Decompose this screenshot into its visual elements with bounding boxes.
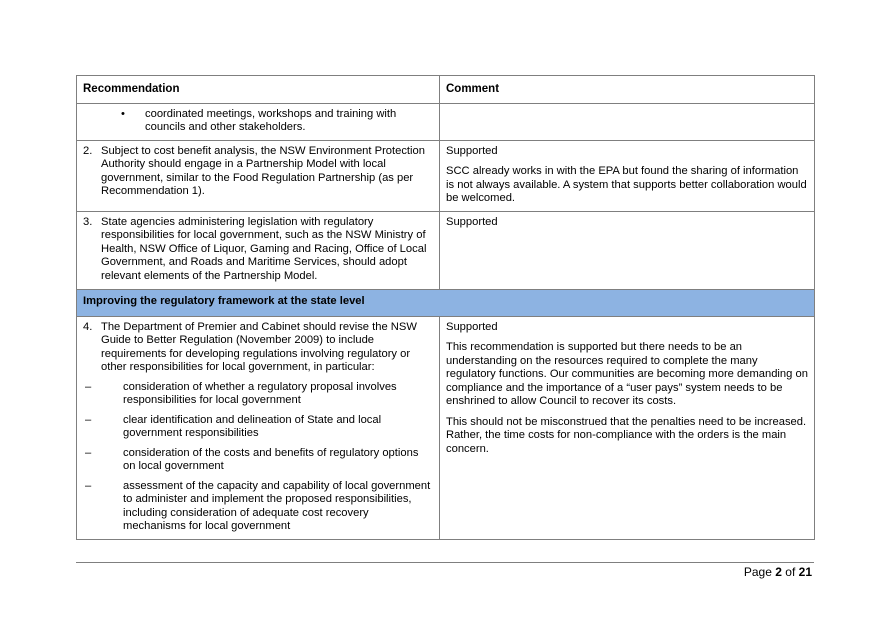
page-number [744,565,812,579]
of-label: of [785,565,796,579]
comment-text: SCC already works in with the EPA but found the sharing of information is not always available. A system that supports better collaboration would be welcomed. [446,165,807,204]
recommendation-cell [77,103,440,140]
bullet-marker: • [121,107,125,120]
comment-status: Supported [446,144,498,157]
list-item [83,447,433,474]
header-comment: Comment [440,76,815,104]
list-item-text: clear identification and delineation of State and local government responsibilities [123,413,382,439]
item-text: State agencies administering legislation with regulatory responsibilities for local government, such as the NSW Ministry of Health, NSW Office of Liquor, Gaming and Racing, Office of Local Government, and Roads and Maritime Services, should adopt relevant elements of the Partnership Model. [101,215,427,282]
comment-cell [440,211,815,290]
comment-cell [440,140,815,211]
recommendation-cell [77,140,440,211]
table-row [77,211,815,290]
numbered-item [83,145,433,199]
list-item-text: consideration of whether a regulatory proposal involves responsibilities for local government [123,380,397,406]
item-number: 4. [83,320,93,333]
comment-status: Supported [446,320,498,333]
list-item-text: consideration of the costs and benefits of regulatory options on local government [123,446,419,472]
dash-list [83,381,433,534]
comment-text: This recommendation is supported but there needs to be an understanding on the resources required to complete the many regulatory functions. Our communities are becoming more demanding on compliance and the importance of a “user pays” system needs to be enshrined to allow Council to recover its costs. [446,341,808,407]
dash-marker: – [85,446,92,459]
item-text: The Department of Premier and Cabinet should revise the NSW Guide to Better Regulation (November 2009) to include requirements for developing regulations involving regulatory or other responsibilities for local government, in particular: [101,320,417,373]
bullet-item [121,108,433,135]
table-row [77,140,815,211]
page-label: Page [743,565,772,579]
bullet-text: coordinated meetings, workshops and training with councils and other stakeholders. [145,107,397,133]
dash-marker: – [85,380,92,393]
footer-divider [76,562,814,563]
page-total: 21 [798,565,812,579]
list-item-text: assessment of the capacity and capability of local government to administer and implement the proposed responsibilities, including consideration of adequate cost recovery mechanisms for local government [123,479,431,532]
comment-cell [440,103,815,140]
recommendation-cell [77,316,440,539]
item-number: 2. [83,144,93,157]
section-header-row [77,290,815,317]
dash-marker: – [85,413,92,426]
section-title: Improving the regulatory framework at the state level [77,290,815,317]
list-item [83,414,433,441]
dash-marker: – [85,479,92,492]
table-row [77,316,815,539]
recommendations-table [76,75,815,540]
recommendation-cell [77,211,440,290]
comment-status: Supported [446,215,498,228]
table-header-row [77,76,815,104]
page-current: 2 [775,565,782,579]
list-item [83,381,433,408]
header-recommendation: Recommendation [77,76,440,104]
comment-cell [440,316,815,539]
numbered-item [83,216,433,284]
item-number: 3. [83,215,93,228]
list-item [83,480,433,534]
table-row [77,103,815,140]
comment-text: This should not be misconstrued that the penalties need to be increased. Rather, the time costs for non-compliance with the orders is the main concern. [446,415,807,455]
numbered-item [83,321,433,375]
item-text: Subject to cost benefit analysis, the NSW Environment Protection Authority should engage in a Partnership Model with local government, similar to the Food Regulation Partnership (as per Recommendation 1). [101,144,425,197]
